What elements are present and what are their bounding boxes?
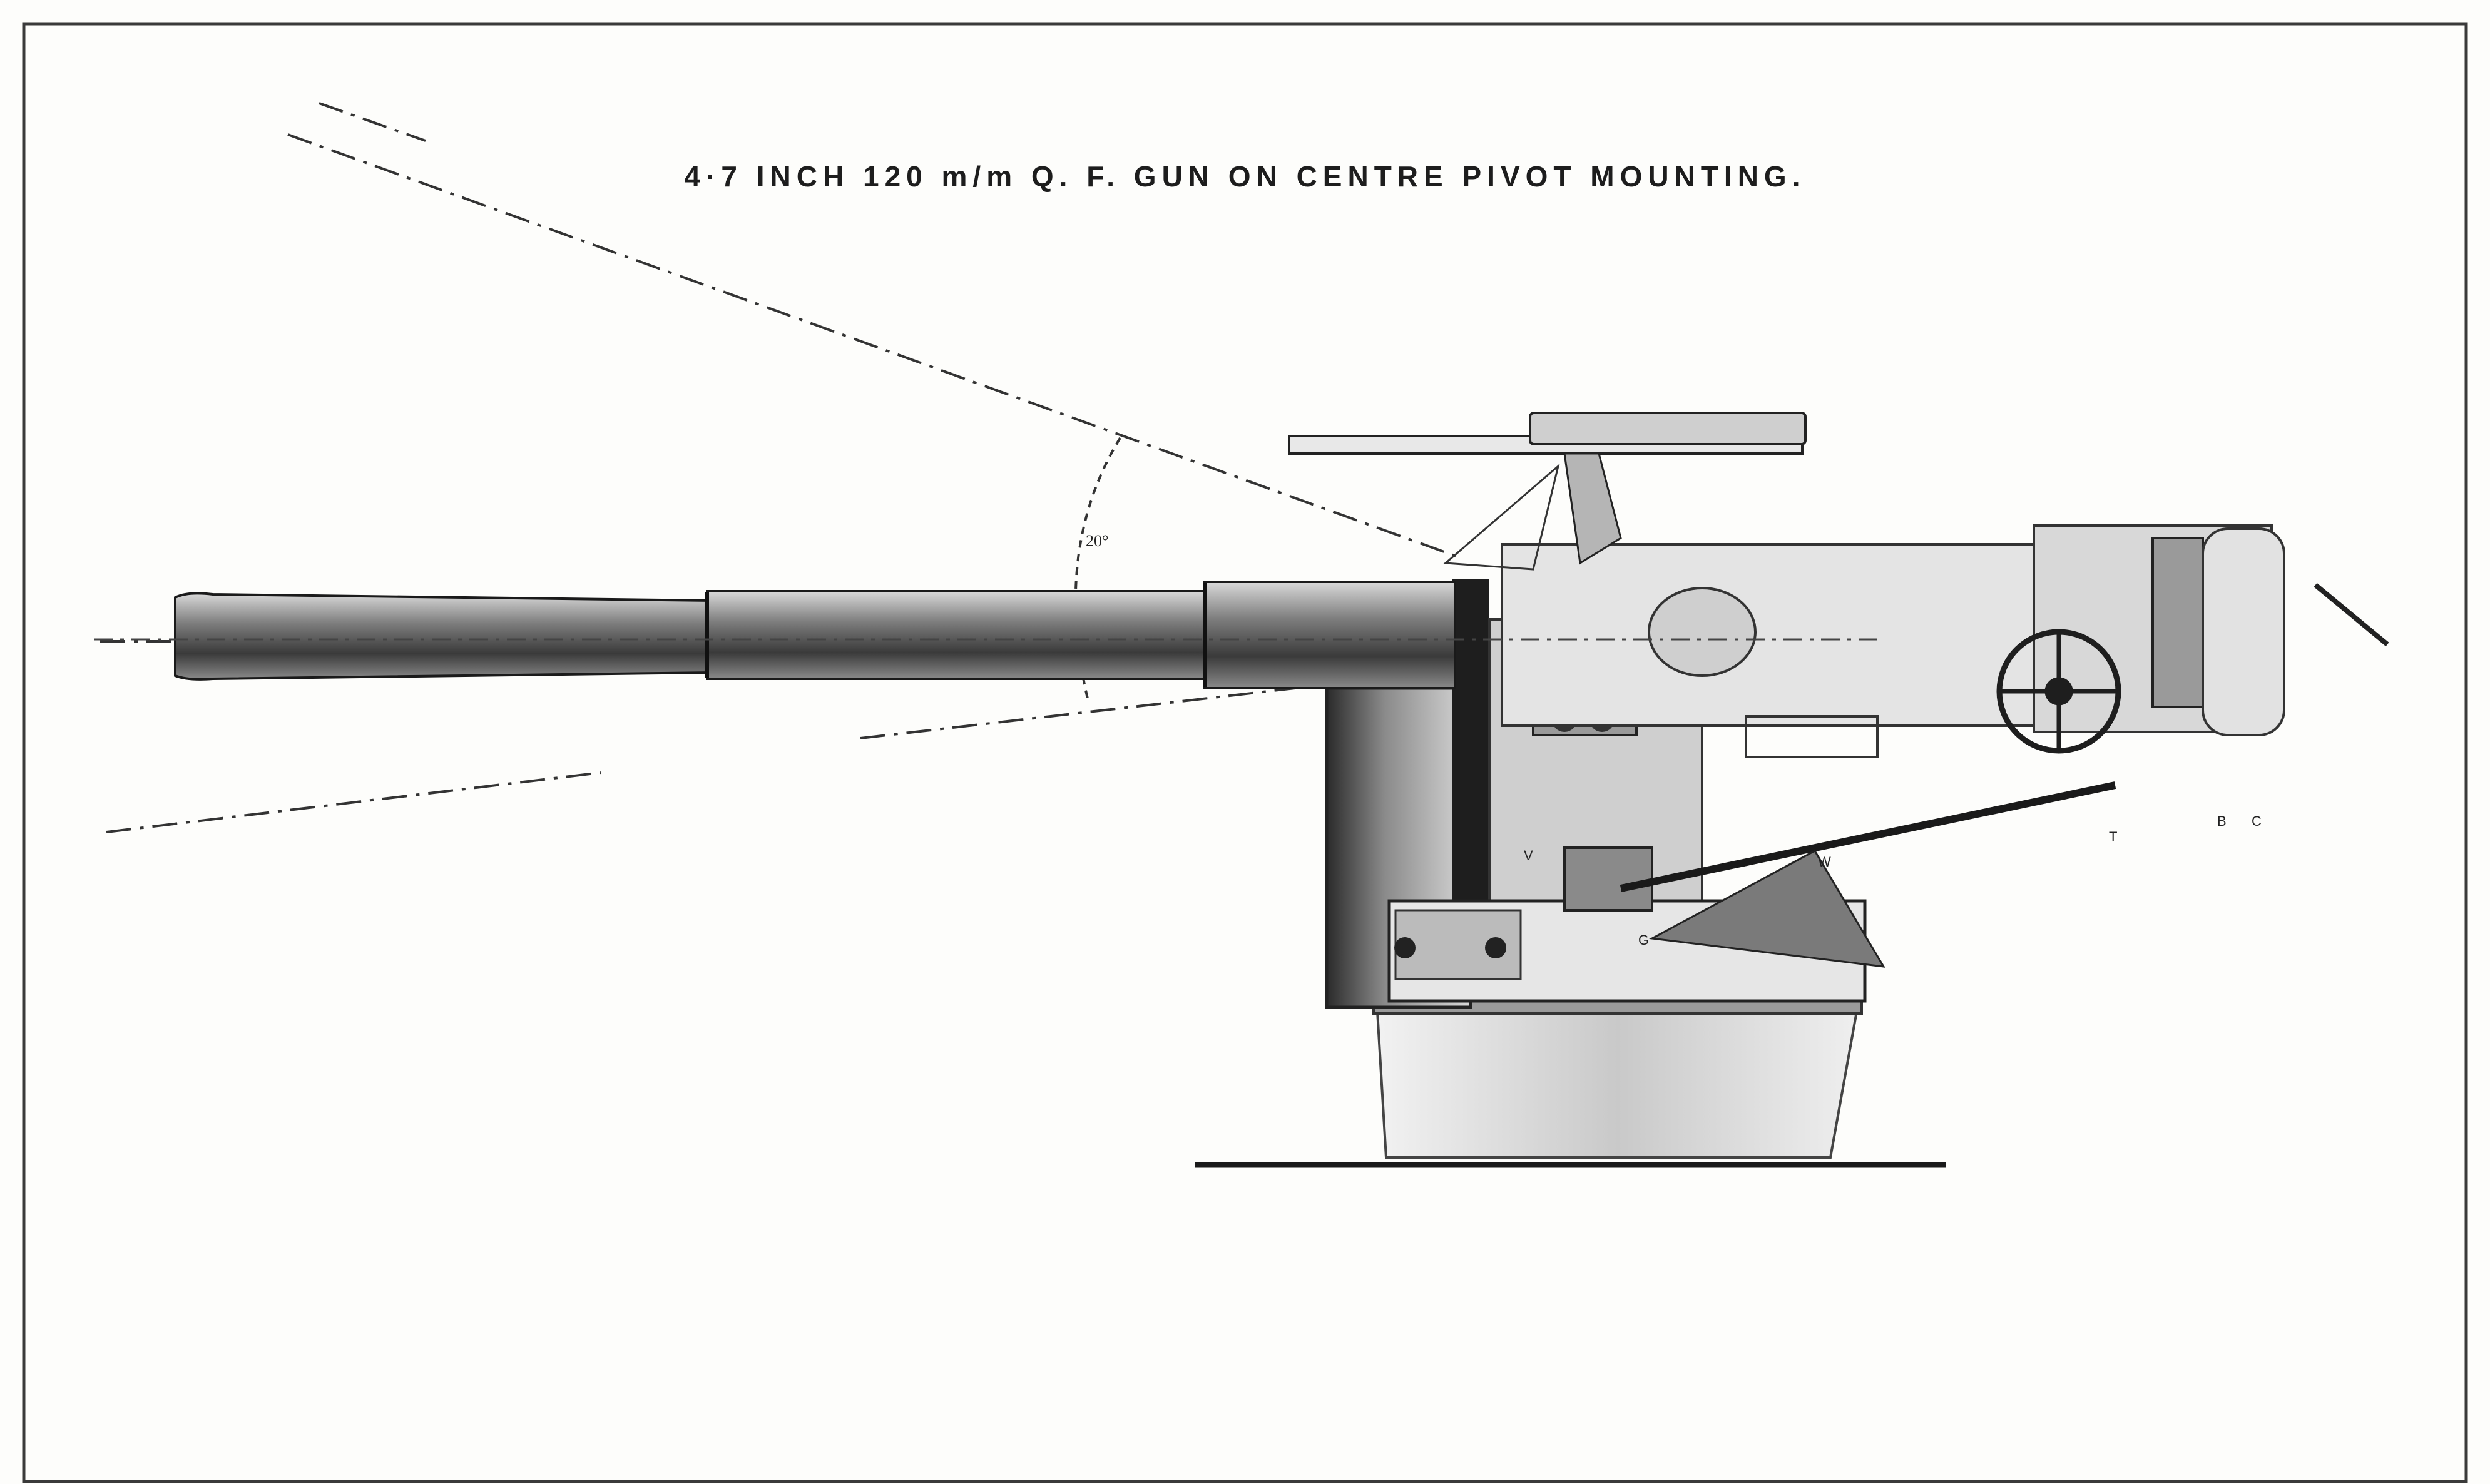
pedestal: [1195, 988, 1946, 1165]
part-label-w: W: [1818, 854, 1831, 870]
part-label-c: C: [2252, 813, 2262, 829]
sight-lines: [100, 103, 1458, 832]
handwheel: [1999, 632, 2118, 751]
part-label-t: T: [2109, 829, 2118, 845]
elevation-angle-label: 20°: [1086, 532, 1109, 550]
part-label-g: G: [1638, 932, 1650, 948]
part-label-v: V: [1524, 848, 1533, 863]
part-label-b: B: [2217, 813, 2227, 829]
plate-border: [24, 24, 2466, 1481]
plate-title: 4·7 INCH 120 m/m Q. F. GUN ON CENTRE PIVOT MOUNTING.: [684, 160, 1806, 193]
breech-housing: [1502, 526, 2387, 757]
